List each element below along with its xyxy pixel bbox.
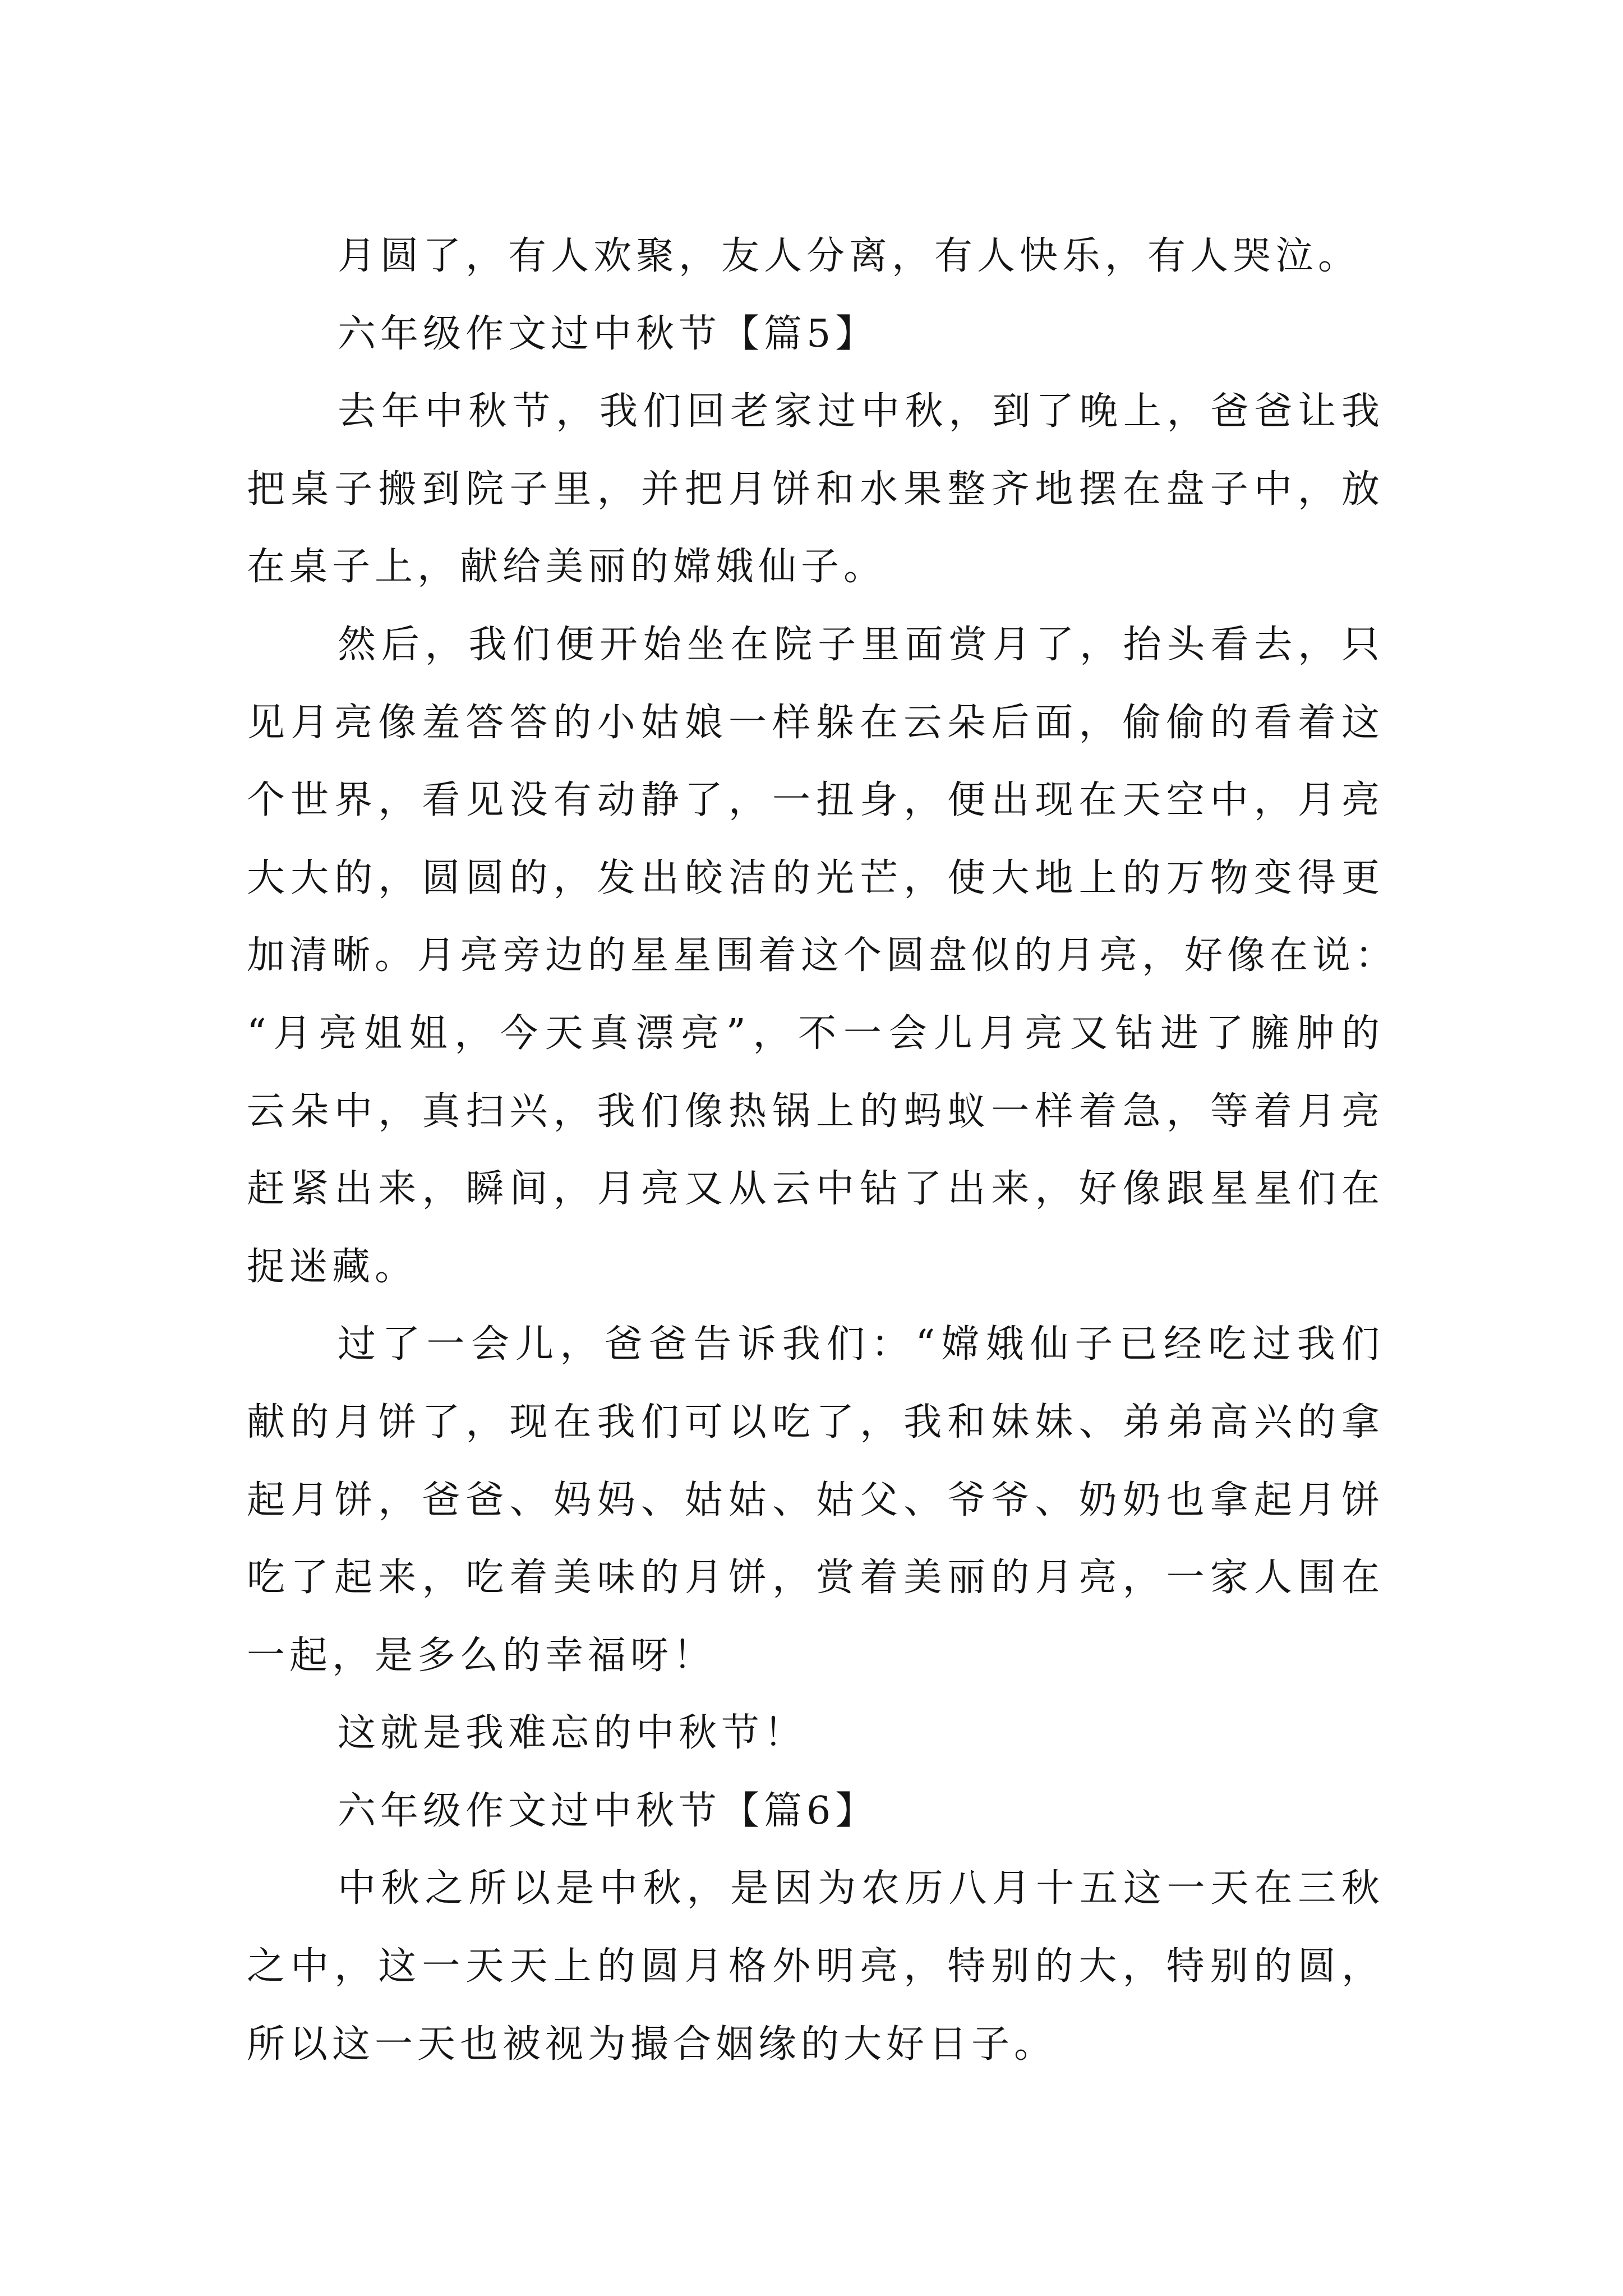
paragraph-line: 过了一会儿，爸爸告诉我们：“嫦娥仙子已经吃过我们 — [338, 1322, 1384, 1367]
paragraph-line: 去年中秋节，我们回老家过中秋，到了晚上，爸爸让我 — [338, 389, 1384, 434]
paragraph-line: 月圆了，有人欢聚，友人分离，有人快乐，有人哭泣。 — [338, 234, 1361, 278]
essay-text — [247, 218, 1398, 2083]
paragraph-line: 云朵中，真扫兴，我们像热锅上的蚂蚁一样着急，等着月亮 — [247, 1089, 1384, 1134]
paragraph-line: 赶紧出来，瞬间，月亮又从云中钻了出来，好像跟星星们在 — [247, 1167, 1384, 1212]
paragraph-line: 把桌子搬到院子里，并把月饼和水果整齐地摆在盘子中，放 — [247, 467, 1384, 512]
paragraph-line: 这就是我难忘的中秋节！ — [338, 1711, 807, 1756]
section-heading-6: 六年级作文过中秋节【篇6】 — [338, 1788, 878, 1833]
paragraph-line: 吃了起来，吃着美味的月饼，赏着美丽的月亮，一家人围在 — [247, 1556, 1384, 1600]
paragraph-line: “月亮姐姐，今天真漂亮”，不一会儿月亮又钻进了臃肿的 — [247, 1011, 1384, 1056]
paragraph-line: 在桌子上，献给美丽的嫦娥仙子。 — [247, 545, 887, 590]
paragraph-line: 之中，这一天天上的圆月格外明亮，特别的大，特别的圆， — [247, 1944, 1384, 1989]
paragraph-line: 然后，我们便开始坐在院子里面赏月了，抬头看去，只 — [338, 622, 1384, 667]
paragraph-line: 见月亮像羞答答的小姑娘一样躲在云朵后面，偷偷的看着这 — [247, 700, 1384, 745]
paragraph-line: 大大的，圆圆的，发出皎洁的光芒，使大地上的万物变得更 — [247, 855, 1384, 900]
paragraph-line: 加清晰。月亮旁边的星星围着这个圆盘似的月亮，好像在说： — [247, 933, 1398, 978]
paragraph-line: 个世界，看见没有动静了，一扭身，便出现在天空中，月亮 — [247, 778, 1384, 823]
section-heading-5: 六年级作文过中秋节【篇5】 — [338, 311, 878, 356]
paragraph-line: 献的月饼了，现在我们可以吃了，我和妹妹、弟弟高兴的拿 — [247, 1400, 1384, 1444]
paragraph-line: 捉迷藏。 — [247, 1244, 418, 1289]
paragraph-line: 一起，是多么的幸福呀！ — [247, 1633, 716, 1678]
paragraph-line: 所以这一天也被视为撮合姻缘的大好日子。 — [247, 2022, 1057, 2067]
paragraph-line: 中秋之所以是中秋，是因为农历八月十五这一天在三秋 — [338, 1866, 1384, 1911]
paragraph-line: 起月饼，爸爸、妈妈、姑姑、姑父、爷爷、奶奶也拿起月饼 — [247, 1478, 1384, 1522]
